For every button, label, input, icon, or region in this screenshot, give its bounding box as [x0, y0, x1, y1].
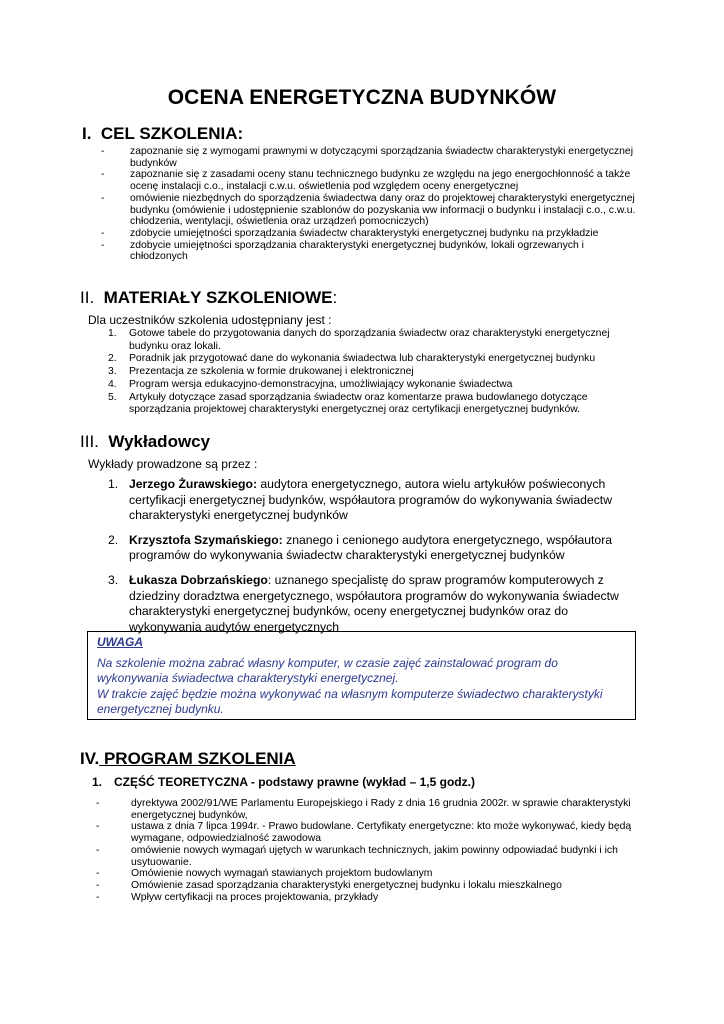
materials-list: [108, 328, 643, 417]
subheading-number: 1.: [92, 775, 103, 789]
section-3-label: Wykładowcy: [108, 432, 211, 451]
lecturer-item: 1. Jerzego Żurawskiego: audytora energetycznego, autora wielu artykułów poświeconych certyfikacji energetycznej budynków, współautora programów do wykonywania świadectw charakterystyki energetycznej budynków: [108, 477, 612, 523]
list-item: - zapoznanie się z zasadami oceny stanu technicznego budynku ze względu na jego energochłonność a także ocenę instalacji c.o., instalacji c.w.u. oświetlenia pod względem oceny energetycznej: [101, 169, 631, 193]
notice-paragraph-1: Na szkolenie można zabrać własny komputer, w czasie zajęć zainstalować program do wykonywania świadectwa charakterystyki energetycznej.: [97, 656, 558, 685]
section-2-number: II.: [80, 288, 95, 307]
section-1-number: I.: [82, 124, 92, 143]
section-4-list: [96, 798, 636, 903]
section-3-intro: Wykłady prowadzone są przez :: [88, 457, 258, 471]
list-item: - Omówienie zasad sporządzania charakterystyki energetycznej budynku i lokalu mieszkalnego: [96, 879, 562, 891]
section-4-number: IV.: [80, 749, 100, 768]
list-item: - ustawa z dnia 7 lipca 1994r. - Prawo budowlane. Certyfikaty energetyczne: kto może wykonywać, kiedy będą wymagane, odpowiedzialność zawodowa: [96, 821, 632, 845]
lecturer-item: 2. Krzysztofa Szymańskiego: znanego i cenionego audytora energetycznego, współautora programów do wykonywania świadectw charakterystyki energetycznej budynków: [108, 532, 613, 563]
lecturer-item: 3. Łukasza Dobrzańskiego: uznanego specjalistę do spraw programów komputerowych z dziedziny doradztwa energetycznego, współautora programów do wykonywania świadectw charakterystyki energetycznej budynków, oceny energetycznej budynków oraz do wykonywania audytów energetycznych: [108, 572, 619, 634]
document-title: OCENA ENERGETYCZNA BUDYNKÓW: [167, 86, 557, 109]
section-3-number: III.: [80, 432, 99, 451]
section-2-intro: Dla uczestników szkolenia udostępniany jest :: [88, 313, 332, 327]
notice-title: UWAGA: [97, 635, 143, 649]
section-2-label: MATERIAŁY SZKOLENIOWE: [103, 288, 333, 307]
section-1-list: [101, 146, 641, 263]
list-item: - zapoznanie się z wymogami prawnymi w dotyczącymi sporządzania świadectw charakterystyki energetycznej budynków: [101, 146, 633, 169]
list-item: 2. Poradnik jak przygotować dane do wykonania świadectwa lub charakterystyki energetycznej budynku: [108, 353, 596, 365]
list-item: - omówienie niezbędnych do sporządzenia świadectwa dany oraz do projektowej charakterystyki energetycznej budynku (omówienie i udostępnienie szablonów do pozyskania ww informacji o budynku i instalacji c.o., c.w.u. chłodzenia, wentylacji, oświetlenia oraz urządzeń pomocniczych): [101, 192, 636, 228]
list-item: - zdobycie umiejętności sporządzania świadectw charakterystyki energetycznej budynku na przykładzie: [101, 227, 599, 239]
lecturers-list: [108, 477, 628, 644]
list-item: 1. Gotowe tabele do przygotowania danych do sporządzania świadectw oraz charakterystyki energetycznej budynku oraz lokali.: [108, 328, 610, 352]
notice-box: [87, 631, 636, 720]
list-item: 5. Artykuły dotyczące zasad sporządzania świadectw oraz komentarze prawa budowlanego dotyczące sporządzania projektowej charakterystyki energetycznej oraz certyfikacji energetycznej budynków.: [108, 391, 588, 416]
notice-paragraph-2: W trakcie zajęć będzie można wykonywać na własnym komputerze świadectwo charakterystyki energetycznej budynku.: [97, 687, 603, 716]
section-3-heading: [80, 432, 210, 452]
section-4-heading: [80, 749, 296, 769]
list-item: - Omówienie nowych wymagań stawianych projektom budowlanym: [96, 868, 433, 880]
list-item: - Wpływ certyfikacji na proces projektowania, przykłady: [96, 891, 379, 903]
section-1-label: CEL SZKOLENIA:: [100, 124, 244, 143]
subheading-label: CZĘŚĆ TEORETYCZNA - podstawy prawne (wykład – 1,5 godz.): [114, 775, 475, 789]
list-item: 3. Prezentacja ze szkolenia w formie drukowanej i elektronicznej: [108, 366, 414, 378]
list-item: - dyrektywa 2002/91/WE Parlamentu Europejskiego i Rady z dnia 16 grudnia 2002r. w sprawie charakterystyki energetycznej budynków,: [96, 798, 631, 821]
section-2-colon: :: [332, 288, 338, 307]
list-item: - zdobycie umiejętności sporządzania charakterystyki energetycznej budynków, lokali ogrzewanych i chłodzonych: [101, 239, 584, 263]
list-item: 4. Program wersja edukacyjno-demonstracyjna, umożliwiający wykonanie świadectwa: [108, 378, 513, 390]
section-2-heading: [80, 288, 337, 308]
lecturer-name: Łukasza Dobrzańskiego: [129, 572, 268, 587]
section-4-subheading: [92, 775, 475, 789]
section-1-heading: [82, 124, 243, 144]
list-item: - omówienie nowych wymagań ujętych w warunkach technicznych, jakim powinny odpowiadać budynki i ich usytuowanie.: [96, 844, 618, 868]
lecturer-name: Jerzego Żurawskiego:: [129, 477, 258, 491]
section-4-label: PROGRAM SZKOLENIA: [99, 749, 296, 768]
lecturer-name: Krzysztofa Szymańskiego:: [129, 532, 283, 547]
